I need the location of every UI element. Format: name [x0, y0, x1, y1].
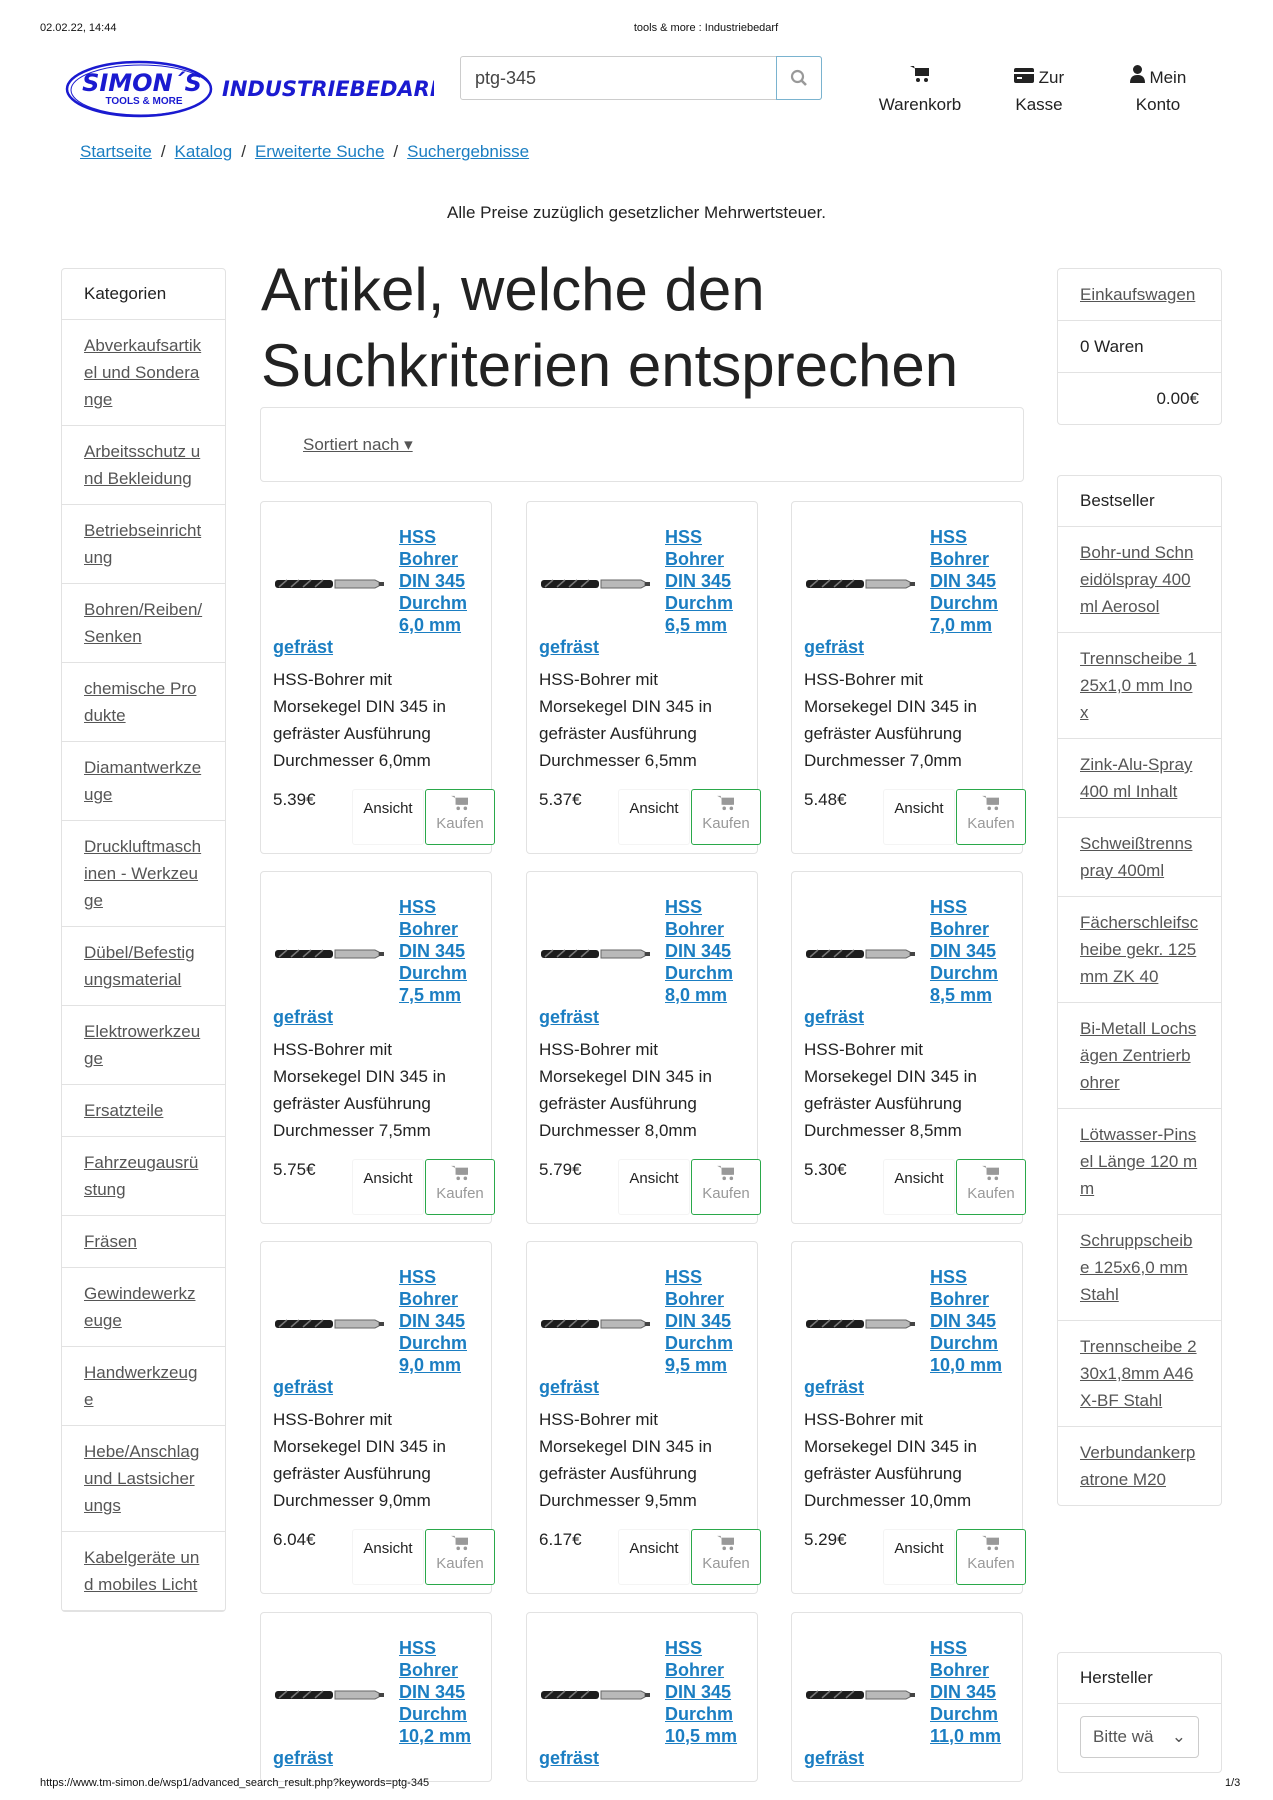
cart-icon [451, 1165, 469, 1181]
cart-icon [910, 65, 930, 83]
svg-text:SIMON´S: SIMON´S [82, 69, 202, 97]
user-icon [1130, 65, 1145, 83]
category-item [62, 663, 225, 742]
cart-total: 0.00€ [1156, 389, 1199, 408]
cart-icon [982, 1535, 1000, 1551]
product-price: 5.39€ [273, 790, 316, 809]
product-card [526, 871, 758, 1224]
view-label: Ansicht [363, 800, 413, 817]
category-item [62, 927, 225, 1006]
product-card [526, 1612, 758, 1782]
sort-dropdown[interactable]: Sortiert nach ▾ [303, 435, 413, 454]
product-description: HSS-Bohrer mit Morsekegel DIN 345 in gefräster Ausführung Durchmesser 6,5mm [539, 670, 712, 770]
bestseller-link[interactable]: Trennscheibe 125x1,0 mm Inox [1080, 649, 1197, 722]
category-item [62, 1347, 225, 1426]
product-title-link[interactable]: HSS Bohrer DIN 345 Durchm 7,5 mm gefräst [273, 897, 468, 1027]
category-item [62, 584, 225, 663]
category-link[interactable]: Hebe/Anschlag und Lastsicherungs [84, 1442, 200, 1515]
product-card [791, 1241, 1023, 1594]
category-link[interactable]: Gewindewerkzeuge [84, 1284, 196, 1330]
product-title-link[interactable]: HSS Bohrer DIN 345 Durchm 8,0 mm gefräst [539, 897, 734, 1027]
bestseller-link[interactable]: Verbundankerpatrone M20 [1080, 1443, 1196, 1489]
category-item [62, 1085, 225, 1137]
buy-button[interactable] [691, 789, 761, 845]
view-button[interactable] [883, 1159, 955, 1215]
breadcrumb: Startseite / Katalog / Erweiterte Suche / Suchergebnisse [80, 142, 530, 161]
cart-icon [717, 1535, 735, 1551]
product-price: 5.37€ [539, 790, 582, 809]
view-button[interactable] [618, 1159, 690, 1215]
search-button[interactable] [776, 56, 822, 100]
view-button[interactable] [618, 1529, 690, 1585]
category-link[interactable]: Diamantwerkzeuge [84, 758, 202, 804]
product-title-link[interactable]: HSS Bohrer DIN 345 Durchm 6,5 mm gefräst [539, 527, 734, 657]
category-link[interactable]: Arbeitsschutz und Bekleidung [84, 442, 201, 488]
sort-label: Sortiert nach [303, 435, 400, 454]
bestseller-item [1058, 818, 1221, 897]
print-datetime: 02.02.22, 14:44 [40, 22, 117, 34]
view-label: Ansicht [629, 1170, 679, 1187]
bestseller-item [1058, 1427, 1221, 1505]
cart-count: 0 Waren [1058, 321, 1221, 373]
category-link[interactable]: Kabelgeräte und mobiles Licht [84, 1548, 200, 1594]
bestseller-item [1058, 1003, 1221, 1109]
product-card [791, 501, 1023, 854]
product-description: HSS-Bohrer mit Morsekegel DIN 345 in gefräster Ausführung Durchmesser 6,0mm [273, 670, 446, 770]
bestseller-link[interactable]: Bohr-und Schneidölspray 400 ml Aerosol [1080, 543, 1194, 616]
category-link[interactable]: Betriebseinrichtung [84, 521, 202, 567]
print-page: 1/3 [1225, 1777, 1241, 1789]
product-title-link[interactable]: HSS Bohrer DIN 345 Durchm 10,0 mm gefräst [804, 1267, 1003, 1397]
cart-icon [451, 1535, 469, 1551]
product-title-link[interactable]: HSS Bohrer DIN 345 Durchm 8,5 mm gefräst [804, 897, 999, 1027]
product-card [791, 1612, 1023, 1782]
breadcrumb-advanced-search[interactable]: Erweiterte Suche [254, 142, 385, 161]
product-title-link[interactable]: HSS Bohrer DIN 345 Durchm 11,0 mm gefräst [804, 1638, 1002, 1768]
buy-button[interactable] [425, 789, 495, 845]
product-price: 6.17€ [539, 1530, 582, 1549]
view-label: Ansicht [894, 1540, 944, 1557]
manufacturer-select[interactable] [1080, 1716, 1199, 1758]
cart-icon [982, 1165, 1000, 1181]
category-item [62, 1006, 225, 1085]
product-description: HSS-Bohrer mit Morsekegel DIN 345 in gefräster Ausführung Durchmesser 8,0mm [539, 1040, 712, 1140]
cart-icon [451, 795, 469, 811]
drill-image [804, 1687, 916, 1703]
bestseller-link[interactable]: Lötwasser-Pinsel Länge 120 mm [1080, 1125, 1198, 1198]
buy-button[interactable] [956, 1529, 1026, 1585]
product-title-link[interactable]: HSS Bohrer DIN 345 Durchm 9,5 mm gefräst [539, 1267, 734, 1397]
nav-label: Mein [1149, 68, 1187, 87]
product-title-link[interactable]: HSS Bohrer DIN 345 Durchm 7,0 mm gefräst [804, 527, 999, 657]
bestseller-item [1058, 739, 1221, 818]
bestseller-item [1058, 633, 1221, 739]
category-link[interactable]: chemische Produkte [84, 679, 197, 725]
bestseller-item [1058, 527, 1221, 633]
category-item [62, 742, 225, 821]
drill-image [273, 946, 385, 962]
page-title: Artikel, welche den Suchkriterien entsprechen [261, 256, 959, 399]
drill-image [804, 576, 916, 592]
view-button[interactable] [352, 789, 424, 845]
product-card [791, 871, 1023, 1224]
view-label: Ansicht [629, 800, 679, 817]
category-link[interactable]: Druckluftmaschinen - Werkzeuge [84, 837, 202, 910]
category-link[interactable]: Bohren/Reiben/Senken [84, 600, 203, 646]
nav-label: Zur [1038, 68, 1065, 87]
product-description: HSS-Bohrer mit Morsekegel DIN 345 in gefräster Ausführung Durchmesser 9,0mm [273, 1410, 446, 1510]
buy-button[interactable] [956, 789, 1026, 845]
cart-icon [982, 795, 1000, 811]
breadcrumb-catalog[interactable]: Katalog [174, 142, 233, 161]
view-button[interactable] [883, 1529, 955, 1585]
categories-title: Kategorien [62, 269, 225, 320]
view-label: Ansicht [629, 1540, 679, 1557]
product-card [260, 501, 492, 854]
buy-label: Kaufen [967, 1185, 1015, 1202]
categories-box [61, 268, 226, 1612]
tax-notice: Alle Preise zuzüglich gesetzlicher Mehrwertsteuer. [447, 203, 826, 222]
cart-icon [717, 795, 735, 811]
bestseller-item [1058, 1321, 1221, 1427]
cart-link[interactable]: Einkaufswagen [1080, 285, 1196, 304]
product-title-link[interactable]: HSS Bohrer DIN 345 Durchm 9,0 mm gefräst [273, 1267, 468, 1397]
bestseller-item [1058, 897, 1221, 1003]
buy-label: Kaufen [702, 1185, 750, 1202]
bestseller-item [1058, 1215, 1221, 1321]
product-price: 5.79€ [539, 1160, 582, 1179]
search-bar [460, 56, 822, 100]
credit-card-icon [1014, 68, 1034, 83]
product-price: 5.30€ [804, 1160, 847, 1179]
product-description: HSS-Bohrer mit Morsekegel DIN 345 in gefräster Ausführung Durchmesser 8,5mm [804, 1040, 977, 1140]
view-button[interactable] [883, 789, 955, 845]
category-item [62, 426, 225, 505]
product-card [260, 871, 492, 1224]
nav-label: Warenkorb [878, 95, 962, 114]
product-price: 6.04€ [273, 1530, 316, 1549]
category-link[interactable]: Abverkaufsartikel und Sonderange [84, 336, 202, 409]
category-link[interactable]: Ersatzteile [84, 1101, 164, 1120]
product-description: HSS-Bohrer mit Morsekegel DIN 345 in gefräster Ausführung Durchmesser 7,5mm [273, 1040, 446, 1140]
buy-label: Kaufen [436, 1555, 484, 1572]
drill-image [539, 946, 651, 962]
category-item [62, 1268, 225, 1347]
category-link[interactable]: Fahrzeugausrüstung [84, 1153, 199, 1199]
cart-icon [717, 1165, 735, 1181]
bestseller-link[interactable]: Bi-Metall Lochsägen Zentrierbohrer [1080, 1019, 1197, 1092]
product-price: 5.48€ [804, 790, 847, 809]
breadcrumb-home[interactable]: Startseite [80, 142, 152, 161]
category-link[interactable]: Handwerkzeuge [84, 1363, 198, 1409]
buy-label: Kaufen [967, 815, 1015, 832]
view-button[interactable] [352, 1159, 424, 1215]
view-label: Ansicht [363, 1170, 413, 1187]
product-description: HSS-Bohrer mit Morsekegel DIN 345 in gefräster Ausführung Durchmesser 9,5mm [539, 1410, 712, 1510]
buy-label: Kaufen [702, 815, 750, 832]
nav-checkout[interactable] [989, 64, 1089, 118]
drill-image [804, 1316, 916, 1332]
nav-label: Kasse [1015, 95, 1063, 114]
search-icon [790, 69, 808, 87]
manufacturer-title: Hersteller [1058, 1653, 1221, 1704]
print-title: tools & more : Industriebedarf [633, 22, 779, 34]
bestseller-item [1058, 1109, 1221, 1215]
category-item [62, 1426, 225, 1532]
buy-button[interactable] [425, 1529, 495, 1585]
nav-label: Konto [1135, 95, 1181, 114]
view-button[interactable] [618, 789, 690, 845]
view-label: Ansicht [894, 1170, 944, 1187]
drill-image [539, 1687, 651, 1703]
category-link[interactable]: Dübel/Befestigungsmaterial [84, 943, 195, 989]
drill-image [273, 1316, 385, 1332]
nav-cart[interactable] [870, 64, 970, 118]
buy-label: Kaufen [436, 1185, 484, 1202]
bestseller-link[interactable]: Trennscheibe 230x1,8mm A46X-BF Stahl [1080, 1337, 1197, 1410]
view-label: Ansicht [363, 1540, 413, 1557]
chevron-down-icon: ⌄ [1171, 1727, 1186, 1746]
buy-button[interactable] [691, 1529, 761, 1585]
category-item [62, 320, 225, 426]
category-item [62, 1137, 225, 1216]
svg-text:TOOLS & MORE: TOOLS & MORE [105, 96, 183, 107]
bestseller-link[interactable]: Schweißtrennspray 400ml [1080, 834, 1193, 880]
product-price: 5.75€ [273, 1160, 316, 1179]
product-description: HSS-Bohrer mit Morsekegel DIN 345 in gefräster Ausführung Durchmesser 7,0mm [804, 670, 977, 770]
drill-image [804, 946, 916, 962]
category-item [62, 1216, 225, 1268]
product-card [526, 1241, 758, 1594]
sort-bar [260, 407, 1024, 482]
bestseller-title: Bestseller [1058, 476, 1221, 527]
bestseller-link[interactable]: Fächerschleifscheibe gekr. 125mm ZK 40 [1080, 913, 1199, 986]
drill-image [273, 1687, 385, 1703]
product-card [526, 501, 758, 854]
product-description: HSS-Bohrer mit Morsekegel DIN 345 in gefräster Ausführung Durchmesser 10,0mm [804, 1410, 977, 1510]
category-item [62, 1532, 225, 1611]
svg-text:INDUSTRIEBEDARF: INDUSTRIEBEDARF [222, 77, 434, 101]
cart-box [1057, 268, 1222, 425]
product-title-link[interactable]: HSS Bohrer DIN 345 Durchm 10,2 mm gefräst [273, 1638, 472, 1768]
product-title-link[interactable]: HSS Bohrer DIN 345 Durchm 10,5 mm gefräst [539, 1638, 738, 1768]
bestseller-link[interactable]: Zink-Alu-Spray 400 ml Inhalt [1080, 755, 1193, 801]
bestseller-box [1057, 475, 1222, 1506]
category-link[interactable]: Fräsen [84, 1232, 137, 1251]
buy-button[interactable] [425, 1159, 495, 1215]
manufacturer-box [1057, 1652, 1222, 1773]
logo[interactable] [64, 58, 434, 118]
drill-image [539, 1316, 651, 1332]
product-card [260, 1241, 492, 1594]
select-value: Bitte wä [1093, 1727, 1154, 1746]
product-card [260, 1612, 492, 1782]
buy-label: Kaufen [967, 1555, 1015, 1572]
category-item [62, 505, 225, 584]
buy-button[interactable] [691, 1159, 761, 1215]
view-button[interactable] [352, 1529, 424, 1585]
bestseller-link[interactable]: Schruppscheibe 125x6,0 mm Stahl [1080, 1231, 1193, 1304]
drill-image [539, 576, 651, 592]
breadcrumb-results[interactable]: Suchergebnisse [407, 142, 530, 161]
drill-image [273, 576, 385, 592]
category-item [62, 821, 225, 927]
buy-label: Kaufen [436, 815, 484, 832]
category-link[interactable]: Elektrowerkzeuge [84, 1022, 201, 1068]
search-input[interactable] [461, 57, 777, 99]
buy-label: Kaufen [702, 1555, 750, 1572]
buy-button[interactable] [956, 1159, 1026, 1215]
product-price: 5.29€ [804, 1530, 847, 1549]
nav-account[interactable] [1108, 64, 1208, 118]
view-label: Ansicht [894, 800, 944, 817]
print-url: https://www.tm-simon.de/wsp1/advanced_search_result.php?keywords=ptg-345 [40, 1777, 430, 1789]
product-title-link[interactable]: HSS Bohrer DIN 345 Durchm 6,0 mm gefräst [273, 527, 468, 657]
